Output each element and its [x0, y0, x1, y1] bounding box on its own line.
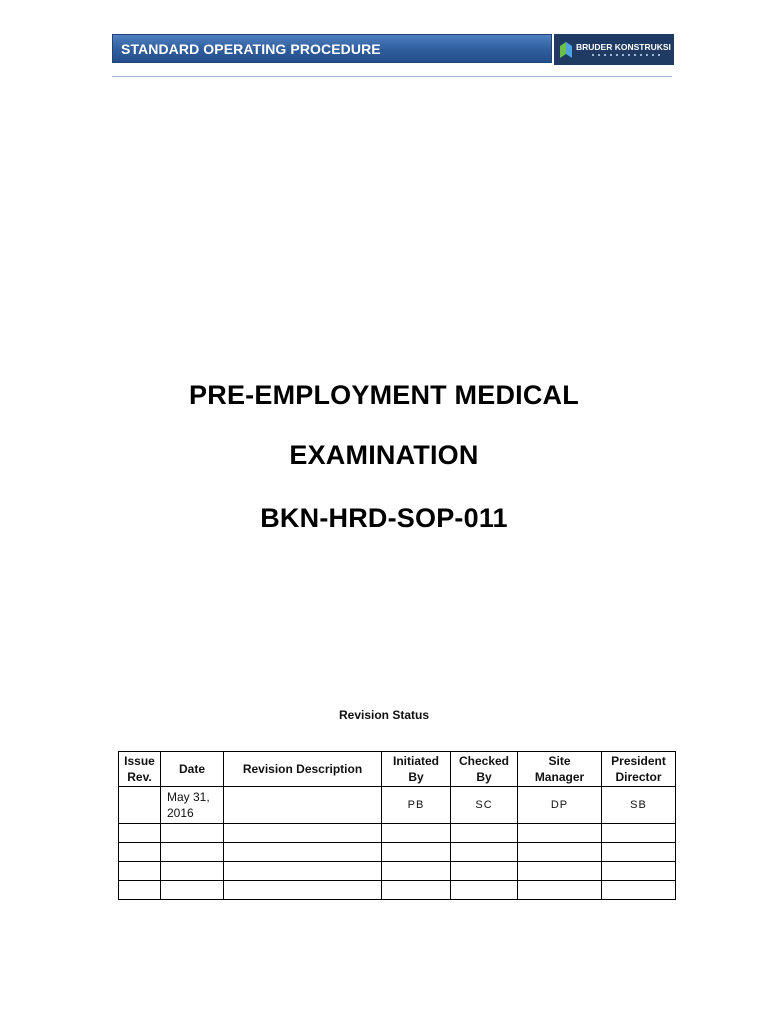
document-title-line2: EXAMINATION [289, 440, 479, 470]
table-row-empty [119, 843, 676, 862]
company-logo [554, 34, 674, 65]
header-initiated-by: Initiated By [382, 752, 451, 787]
header-site-manager: Site Manager [518, 752, 602, 787]
header-bar [112, 34, 552, 63]
cell-date: May 31, 2016 [161, 787, 224, 824]
table-row-empty [119, 881, 676, 900]
cell-site-manager: DP [518, 787, 602, 824]
document-code: BKN-HRD-SOP-011 [260, 503, 508, 533]
revision-table [118, 751, 676, 900]
header-date: Date [161, 752, 224, 787]
table-row [119, 787, 676, 824]
header-checked-by: Checked By [451, 752, 518, 787]
table-header-row [119, 752, 676, 787]
document-title-line1: PRE-EMPLOYMENT MEDICAL [189, 380, 579, 410]
header-issue-rev: Issue Rev. [119, 752, 161, 787]
table-row-empty [119, 862, 676, 881]
header-president-director: President Director [602, 752, 676, 787]
cell-initiated-by: PB [382, 787, 451, 824]
logo-name: BRUDER KONSTRUKSI [576, 41, 671, 52]
table-row-empty [119, 824, 676, 843]
cell-president-director: SB [602, 787, 676, 824]
revision-status-caption: Revision Status [338, 708, 430, 722]
cell-issue [119, 787, 161, 824]
cell-checked-by: SC [451, 787, 518, 824]
header-title: STANDARD OPERATING PROCEDURE [121, 40, 381, 57]
header-divider [112, 76, 672, 77]
logo-tagline-dots [592, 54, 662, 56]
logo-mark-icon [560, 40, 572, 60]
cell-description [224, 787, 382, 824]
header-revision-description: Revision Description [224, 752, 382, 787]
